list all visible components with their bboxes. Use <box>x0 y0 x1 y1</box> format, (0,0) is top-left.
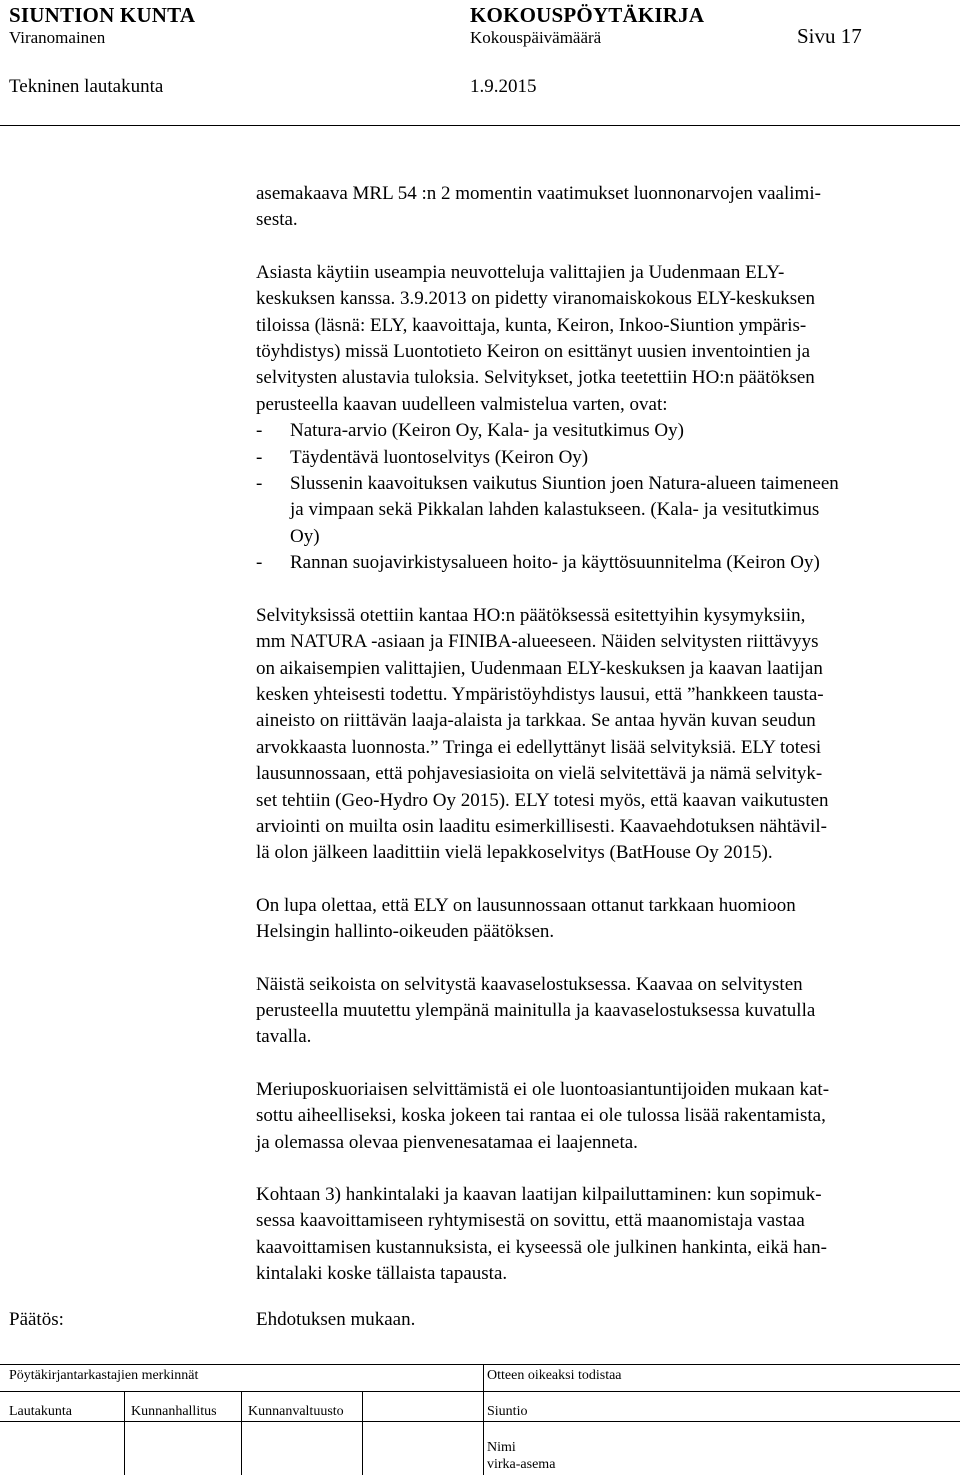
footer-mid-rule <box>0 1391 960 1392</box>
municipality-name: SIUNTION KUNTA <box>9 3 196 27</box>
name-label: Nimi <box>487 1440 516 1455</box>
position-label: virka-asema <box>487 1457 556 1472</box>
page-number: Sivu 17 <box>797 24 862 48</box>
board-label-kunnanhallitus: Kunnanhallitus <box>131 1404 217 1419</box>
document-type: KOKOUSPÖYTÄKIRJA <box>470 3 705 27</box>
reviewer-notes-label: Pöytäkirjantarkastajien merkinnät <box>9 1368 199 1383</box>
footer-low-rule <box>0 1421 960 1422</box>
document-body <box>256 181 948 1288</box>
committee-name: Tekninen lautakunta <box>9 76 164 97</box>
municipality-label: Siuntio <box>487 1404 528 1419</box>
list-item: - Täydentävä luontoselvitys (Keiron Oy) <box>256 446 589 468</box>
certified-copy-label: Otteen oikeaksi todistaa <box>487 1368 622 1383</box>
list-item: - Natura-arvio (Keiron Oy, Kala- ja vesitutkimus Oy) <box>256 420 684 442</box>
footer-divider <box>124 1392 125 1475</box>
footer-top-rule <box>0 1364 960 1365</box>
meeting-date: 1.9.2015 <box>470 76 537 97</box>
decision-text: Ehdotuksen mukaan. <box>256 1309 416 1330</box>
paragraph: Kohtaan 3) hankintalaki ja kaavan laatijan kilpailuttaminen: kun sopimuk- sessa kaavoittamiseen ryhtymisestä on sovittu, että maanomistaja vastaa kaavoittamisen kustannuksista, ei kyseessä ole julkinen hankinta, eikä han- kintalaki koske tällaista tapausta. <box>256 1184 827 1285</box>
board-label-lautakunta: Lautakunta <box>9 1404 72 1419</box>
paragraph: Selvityksissä otettiin kantaa HO:n päätöksessä esitettyihin kysymyksiin, mm NATURA -asiaan ja FINIBA-alueeseen. Näiden selvitysten riittävyys on aikaisempien valittajien, Uudenmaan ELY-keskuksen ja kaavan laatijan kesken yhteisesti todettu. Ympäristöyhdistys lausui, että ”hankkeen tausta- aineisto on riittävän laaja-alaista ja tarkkaa. Se antaa hyvän kuvan seudun arvokkaasta luonnosta.” Tringa ei edellyttänyt lisää selvityksiä. ELY totesi lausunnossaan, että pohjavesiasioita on vielä selvitettävä ja nämä selvityk- set tehtiin (Geo-Hydro Oy 2015). ELY totesi myös, että kaavan vaikutusten arviointi on muilta osin laaditu esimerkillisesti. Kaavaehdotuksen nähtävil- lä olon jälkeen laadittiin vielä lepakkoselvitys (BatHouse Oy 2015). <box>256 604 829 864</box>
footer-divider <box>362 1392 363 1475</box>
authority-label: Viranomainen <box>9 28 106 47</box>
footer-divider <box>483 1365 484 1475</box>
list-item: - Rannan suojavirkistysalueen hoito- ja käyttösuunnitelma (Keiron Oy) <box>256 552 820 574</box>
footer-divider <box>241 1392 242 1475</box>
paragraph: On lupa olettaa, että ELY on lausunnossaan ottanut tarkkaan huomioon Helsingin hallinto-oikeuden päätöksen. <box>256 894 796 943</box>
paragraph: Näistä seikoista on selvitystä kaavaselostuksessa. Kaavaa on selvitysten perusteella muutettu ylempänä mainitulla ja kaavaselostuksessa kuvatulla tavalla. <box>256 973 816 1048</box>
paragraph: asemakaava MRL 54 :n 2 momentin vaatimukset luonnonarvojen vaalimi- sesta. <box>256 183 821 231</box>
meeting-date-label: Kokouspäivämäärä <box>470 28 602 47</box>
board-label-kunnanvaltuusto: Kunnanvaltuusto <box>248 1404 344 1419</box>
list-item: - Slussenin kaavoituksen vaikutus Siuntion joen Natura-alueen taimeneen ja vimpaan sekä Pikkalan lahden kalastukseen. (Kala- ja vesitutkimus Oy) <box>256 473 839 547</box>
decision-label: Päätös: <box>9 1309 64 1330</box>
header-rule <box>0 125 960 126</box>
paragraph: Asiasta käytiin useampia neuvotteluja valittajien ja Uudenmaan ELY- keskuksen kanssa. 3.9.2013 on pidetty viranomaiskokous ELY-keskuksen tiloissa (läsnä: ELY, kaavoittaja, kunta, Keiron, Inkoo-Siuntion ympäris- töyhdistys) missä Luontotieto Keiron on esittänyt uusien inventointien ja selvitysten alustavia tuloksia. Selvitykset, jotka teetettiin HO:n päätöksen perusteella kaavan uudelleen valmistelua varten, ovat: <box>256 261 816 415</box>
paragraph: Meriuposkuoriaisen selvittämistä ei ole luontoasiantuntijoiden mukaan kat- sottu aiheelliseksi, koska jokeen tai rantaa ei ole tulossa lisää rakentamista, ja olemassa olevaa pienvenesatamaa ei laajenneta. <box>256 1078 830 1153</box>
